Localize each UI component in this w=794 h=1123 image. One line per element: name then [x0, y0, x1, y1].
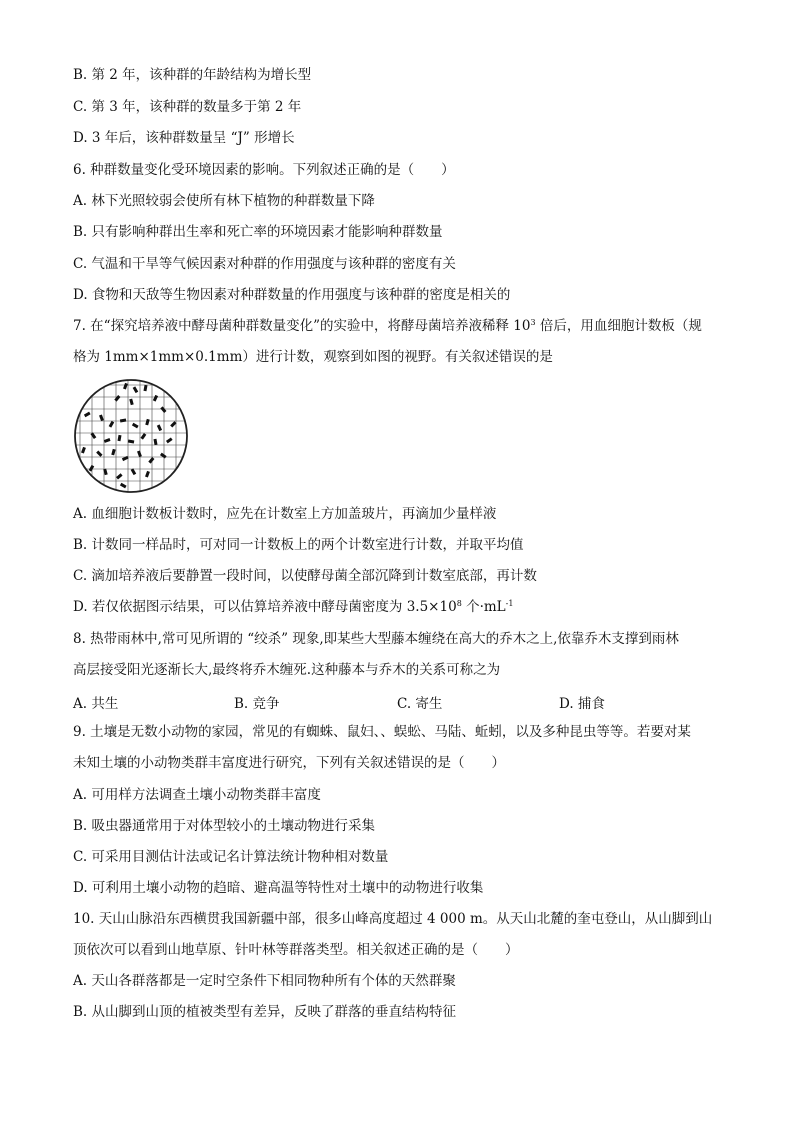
- q8-option-c: C. 寄生: [397, 696, 443, 712]
- q9-option-c: C. 可采用目测估计法或记名计算法统计物种相对数量: [73, 849, 389, 865]
- q6-option-d: D. 食物和天敌等生物因素对种群数量的作用强度与该种群的密度是相关的: [73, 287, 511, 303]
- q7-d-unit-exponent: -1: [505, 599, 514, 608]
- q10-stem-line2: 顶依次可以看到山地草原、针叶林等群落类型。相关叙述正确的是（ ）: [73, 942, 519, 958]
- q7-option-c: C. 滴加培养液后要静置一段时间，以使酵母菌全部沉降到计数室底部，再计数: [73, 568, 537, 584]
- q9-option-b: B. 吸虫器通常用于对体型较小的土壤动物进行采集: [73, 818, 376, 834]
- q6-option-b: B. 只有影响种群出生率和死亡率的环境因素才能影响种群数量: [73, 224, 443, 240]
- q8-option-a: A. 共生: [73, 696, 119, 712]
- q7-option-a: A. 血细胞计数板计数时，应先在计数室上方加盖玻片，再滴加少量样液: [73, 506, 497, 522]
- q7-stem-line1: [73, 317, 754, 335]
- q10-option-b: B. 从山脚到山顶的植被类型有差异，反映了群落的垂直结构特征: [73, 1004, 457, 1020]
- q10-stem-line1: 10. 天山山脉沿东西横贯我国新疆中部，很多山峰高度超过 4 000 m。从天山北麓的奎屯登山，从山脚到山: [73, 911, 713, 927]
- q7-stem-line2: 格为 1mm×1mm×0.1mm）进行计数，观察到如图的视野。有关叙述错误的是: [73, 349, 553, 365]
- q5-option-d: D. 3 年后，该种群数量呈 “J” 形增长: [73, 130, 295, 146]
- q8-stem-line1: 8. 热带雨林中,常可见所谓的 “绞杀” 现象,即某些大型藤本缠绕在高大的乔木之上,依靠乔木支撑到雨林: [73, 631, 679, 647]
- q7-option-d: [73, 598, 754, 616]
- q9-option-a: A. 可用样方法调查土壤小动物类群丰富度: [73, 787, 321, 803]
- q8-option-b: B. 竞争: [234, 696, 280, 712]
- q5-option-b: B. 第 2 年，该种群的年龄结构为增长型: [73, 67, 312, 83]
- q8-option-d: D. 捕食: [559, 696, 605, 712]
- q9-stem-line2: 未知土壤的小动物类群丰富度进行研究，下列有关叙述错误的是（ ）: [73, 755, 505, 771]
- q8-stem-line2: 高层接受阳光逐渐长大,最终将乔木缠死.这种藤本与乔木的关系可称之为: [73, 662, 501, 678]
- q7-d-unit: 个·mL: [461, 599, 506, 615]
- q9-stem-line1: 9. 土壤是无数小动物的家园，常见的有蜘蛛、鼠妇、、蜈蚣、马陆、蚯蚓，以及多种昆虫等等。若要对某: [73, 724, 691, 740]
- q6-option-a: A. 林下光照较弱会使所有林下植物的种群数量下降: [73, 193, 375, 209]
- q7-d-text-a: D. 若仅依据图示结果，可以估算培养液中酵母菌密度为 3.5×10: [73, 599, 457, 615]
- q10-option-a: A. 天山各群落都是一定时空条件下相同物种所有个体的天然群聚: [73, 973, 456, 989]
- q9-option-d: D. 可利用土壤小动物的趋暗、避高温等特性对土壤中的动物进行收集: [73, 880, 484, 896]
- hemocytometer-figure: [72, 377, 190, 495]
- q7-stem-text-b: 倍后，用血细胞计数板（规: [535, 318, 702, 334]
- q7-exponent: 3: [530, 318, 536, 327]
- q7-option-b: B. 计数同一样品时，可对同一计数板上的两个计数室进行计数，并取平均值: [73, 537, 524, 553]
- q5-option-c: C. 第 3 年，该种群的数量多于第 2 年: [73, 99, 302, 115]
- q7-stem-text-a: 7. 在“探究培养液中酵母菌种群数量变化”的实验中，将酵母菌培养液稀释 10: [73, 318, 531, 334]
- q6-option-c: C. 气温和干旱等气候因素对种群的作用强度与该种群的密度有关: [73, 256, 456, 272]
- q8-options: [73, 692, 773, 710]
- q7-d-exponent: 8: [456, 599, 462, 608]
- q6-stem: 6. 种群数量变化受环境因素的影响。下列叙述正确的是（ ）: [73, 162, 455, 178]
